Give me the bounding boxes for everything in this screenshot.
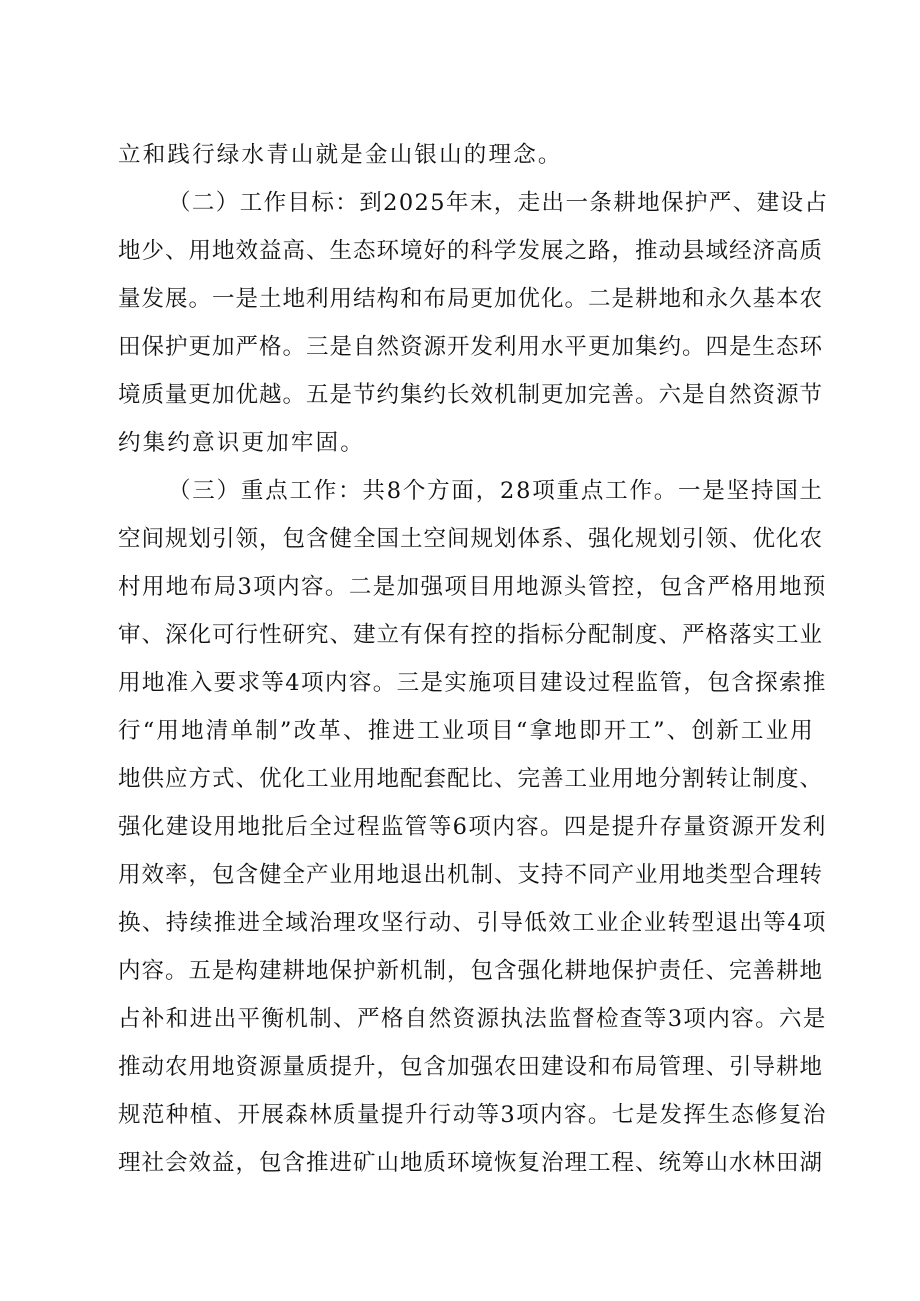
paragraph-line: 占补和进出平衡机制、严格自然资源执法监督检查等3项内容。六是 bbox=[118, 1006, 827, 1032]
paragraph-line: 换、持续推进全域治理攻坚行动、引导低效工业企业转型退出等4项 bbox=[118, 910, 827, 936]
paragraph-line: 村用地布局3项内容。二是加强项目用地源头管控，包含严格用地预 bbox=[118, 574, 827, 600]
paragraph-line: 地少、用地效益高、生态环境好的科学发展之路，推动县域经济高质 bbox=[118, 238, 824, 264]
paragraph-line: 内容。五是构建耕地保护新机制，包含强化耕地保护责任、完善耕地 bbox=[118, 958, 824, 984]
paragraph-line: （三）重点工作：共8个方面，28项重点工作。一是坚持国土 bbox=[168, 478, 824, 504]
paragraph-line: 用效率，包含健全产业用地退出机制、支持不同产业用地类型合理转 bbox=[118, 862, 824, 888]
paragraph-line: 立和践行绿水青山就是金山银山的理念。 bbox=[118, 142, 563, 168]
paragraph-line: 量发展。一是土地利用结构和布局更加优化。二是耕地和永久基本农 bbox=[118, 286, 824, 312]
paragraph-line: 行“用地清单制”改革、推进工业项目“拿地即开工”、创新工业用 bbox=[118, 718, 816, 744]
paragraph-line: 推动农用地资源量质提升，包含加强农田建设和布局管理、引导耕地 bbox=[118, 1054, 824, 1080]
paragraph-line: 强化建设用地批后全过程监管等6项内容。四是提升存量资源开发利 bbox=[118, 814, 827, 840]
paragraph-line: 约集约意识更加牢固。 bbox=[118, 430, 366, 456]
paragraph-line: 田保护更加严格。三是自然资源开发利用水平更加集约。四是生态环 bbox=[118, 334, 824, 360]
paragraph-line: 理社会效益，包含推进矿山地质环境恢复治理工程、统筹山水林田湖 bbox=[118, 1150, 824, 1176]
paragraph-line: 审、深化可行性研究、建立有保有控的指标分配制度、严格落实工业 bbox=[118, 622, 824, 648]
paragraph-line: 空间规划引领，包含健全国土空间规划体系、强化规划引领、优化农 bbox=[118, 526, 824, 552]
paragraph-line: 境质量更加优越。五是节约集约长效机制更加完善。六是自然资源节 bbox=[118, 382, 824, 408]
paragraph-line: 用地准入要求等4项内容。三是实施项目建设过程监管，包含探索推 bbox=[118, 670, 827, 696]
paragraph-line: 规范种植、开展森林质量提升行动等3项内容。七是发挥生态修复治 bbox=[118, 1102, 827, 1128]
paragraph-line: （二）工作目标：到2025年末，走出一条耕地保护严、建设占 bbox=[168, 190, 829, 216]
paragraph-line: 地供应方式、优化工业用地配套配比、完善工业用地分割转让制度、 bbox=[118, 766, 824, 792]
